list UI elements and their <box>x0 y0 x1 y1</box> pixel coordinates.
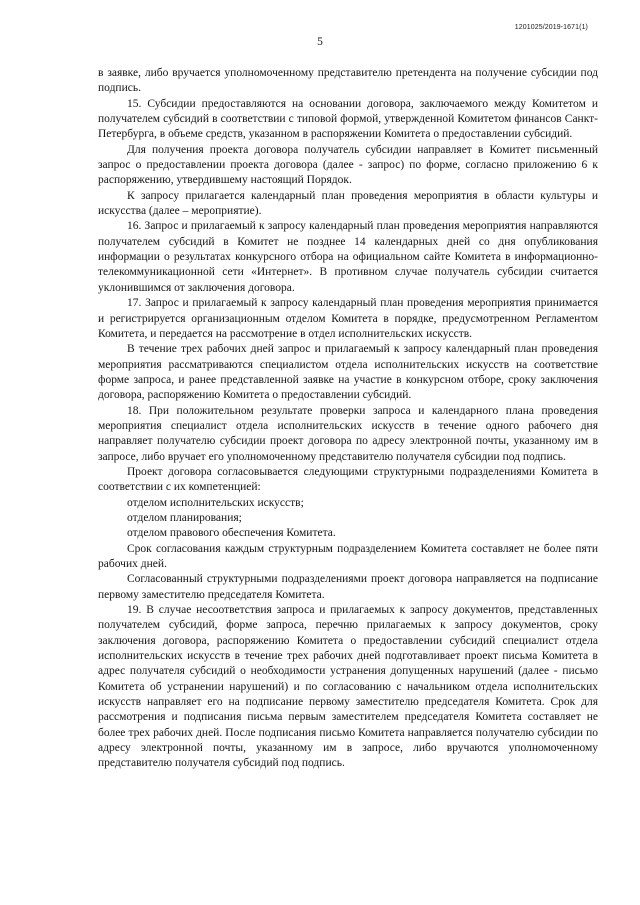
document-id: 1201025/2019-1671(1) <box>514 24 588 31</box>
department-list-item: отделом планирования; <box>127 511 242 524</box>
document-body <box>98 66 598 772</box>
paragraph: Проект договора согласовывается следующими структурными подразделениями Комитета в соответствии с их компетенцией: <box>98 465 598 494</box>
paragraph: 17. Запрос и прилагаемый к запросу календарный план проведения мероприятия принимается и регистрируется организационным отделом Комитета в порядке, предусмотренном Регламентом Комитета, и передается на рассмотрение в отдел исполнительских искусств. <box>98 297 598 340</box>
paragraph: Срок согласования каждым структурным подразделением Комитета составляет не более пяти рабочих дней. <box>98 542 598 570</box>
paragraph: 16. Запрос и прилагаемый к запросу календарный план проведения мероприятия направляются получателем субсидий в Комитет не позднее 14 календарных дней со дня опубликования информации о результатах конкурсного отбора на официальном сайте Комитета в информационно-телекоммуникационной сети «Интернет». В противном случае получатель субсидии считается уклонившимся от заключения договора. <box>98 220 598 294</box>
paragraph: Для получения проекта договора получатель субсидии направляет в Комитет письменный запрос о предоставлении проекта договора (далее - запрос) по форме, согласно приложению 6 к распоряжению, утвердившему настоящий Порядок. <box>98 143 598 187</box>
paragraph: Согласованный структурными подразделениями проект договора направляется на подписание первому заместителю председателя Комитета. <box>98 573 598 601</box>
department-list-item: отделом исполнительских искусств; <box>127 496 304 509</box>
paragraph: 18. При положительном результате проверки запроса и календарного плана проведения мероприятия специалист отдела исполнительских искусств в течение одного рабочего дня направляет получателю субсидии проект договора по адресу электронной почты, указанному им в запросе, либо вручает его уполномоченному представителю получателя субсидии под подпись. <box>98 404 598 463</box>
paragraph: 19. В случае несоответствия запроса и прилагаемых к запросу документов, представленных получателем субсидий, форме запроса, перечню прилагаемых к запросу документов, сроку заключения договора, распоряжению Комитета о предоставлении субсидий специалист отдела исполнительских искусств в течение трех рабочих дней подготавливает проект письма Комитета в адрес получателя субсидий о необходимости устранения допущенных нарушений (далее - письмо Комитета об устранении нарушений) и по согласованию с начальником отдела исполнительских искусств направляет его на подписание первому заместителю председателя Комитета. Срок для рассмотрения и подписания письма первым заместителем председателя Комитета составляет не более трех рабочих дней. После подписания письмо Комитета направляется получателю субсидии по адресу электронной почты, указанному им в запросе, либо вручаются уполномоченному представителю получателя субсидий под подпись. <box>98 604 598 770</box>
page-number: 5 <box>317 36 323 48</box>
department-list-item: отделом правового обеспечения Комитета. <box>127 527 336 540</box>
paragraph: К запросу прилагается календарный план проведения мероприятия в области культуры и искусства (далее – мероприятие). <box>98 189 598 218</box>
paragraph: 15. Субсидии предоставляются на основании договора, заключаемого между Комитетом и получателем субсидий в соответствии с типовой формой, утвержденной Комитетом финансов Санкт-Петербурга, в объеме средств, указанном в распоряжении Комитета о предоставлении субсидий. <box>98 97 598 141</box>
paragraph: В течение трех рабочих дней запрос и прилагаемый к запросу календарный план проведения мероприятия рассматриваются специалистом отдела исполнительских искусств на соответствие форме запроса, и ранее представленной заявке на участие в конкурсном отборе, сроку заключения договора, распоряжению Комитета о предоставлении субсидий. <box>98 343 598 402</box>
paragraph: в заявке, либо вручается уполномоченному представителю претендента на получение субсидии под подпись. <box>98 67 598 95</box>
